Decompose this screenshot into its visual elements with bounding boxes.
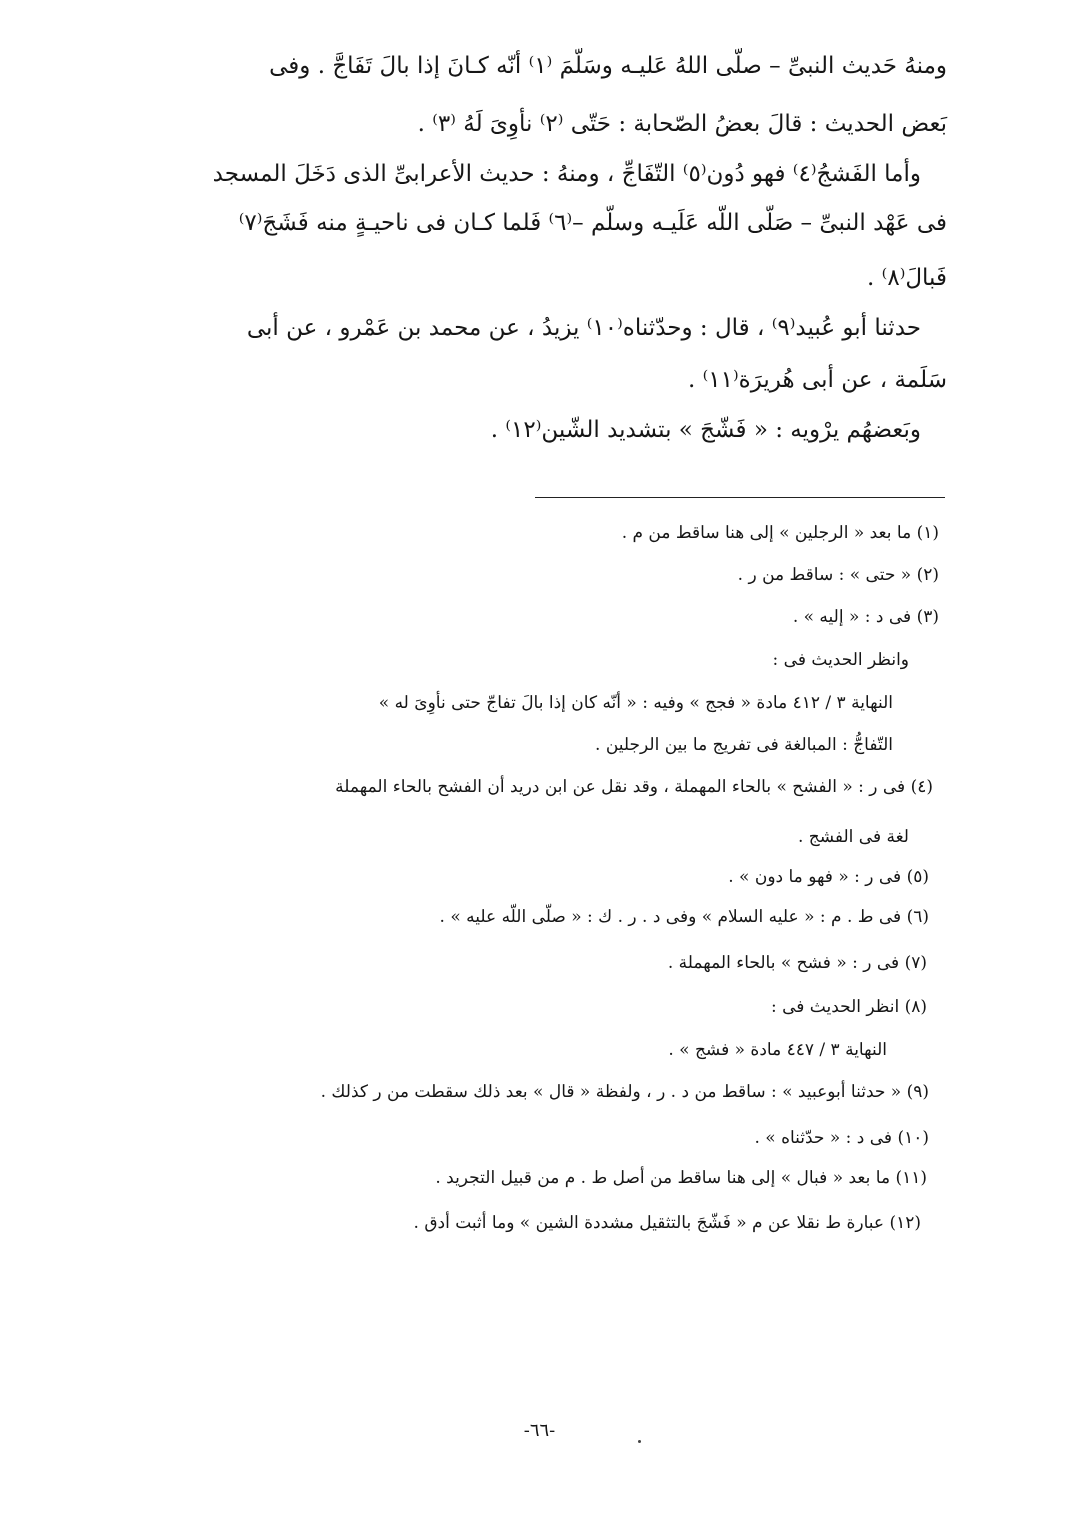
footnote: (٧) فى ر : « فشح » بالحاء المهملة . [667, 953, 927, 973]
footnote-continuation: التّفاجُّ : المبالغة فى تفريج ما بين الرجلين . [595, 735, 893, 755]
footnote: (٩) « حدثنا أبوعبيد » : ساقط من د . ر ، ولفظة « قال » بعد ذلك سقطت من ر كذلك . [320, 1082, 929, 1102]
footnote: (٨) انظر الحديث فى : [770, 997, 927, 1017]
footnote: (١٢) عبارة ط نقلا عن م « فَشّجَ بالتثقيل مشددة الشين » وما أثبت أدق . [413, 1213, 921, 1233]
footnote: (٢) « حتى » : ساقط من ر . [737, 565, 939, 585]
scan-speck [638, 1440, 641, 1443]
main-text-line: بَعض الحديث : قالَ بعضُ الصّحابة : حَتّى ⁽٢⁾ نأوِىَ لَهُ ⁽٣⁾ . [417, 111, 947, 137]
footnote-continuation: وانظر الحديث فى : [772, 650, 909, 670]
page-number: -٦٦- [523, 1420, 556, 1441]
footnote: (٤) فى ر : « الفشح » بالحاء المهملة ، وقد نقل عن ابن دريد أن الفشح بالحاء المهملة [335, 777, 933, 797]
footnote-continuation: النهاية ٣ / ٤٤٧ مادة « فشج » . [668, 1040, 887, 1060]
footnote-continuation: لغة فى الفشج . [797, 827, 909, 847]
footnote: (٦) فى ط . م : « عليه السلام » وفى د . ر . ك : « صلّى اللّه عليه » . [439, 907, 929, 927]
main-text-line: سَلَمة ، عن أبى هُريرَة⁽١١⁾ . [688, 367, 947, 393]
main-text-line: ومنهُ حَديث النبىِّ – صلّى اللهُ عَليـه وسَلّمَ ⁽١⁾ أنّه كـانَ إذا بالَ تَفَاجَّ . وفى [269, 53, 947, 79]
footnote-separator [535, 497, 945, 498]
footnote: (١٠) فى د : « حدّثناه » . [754, 1128, 929, 1148]
footnote-continuation: النهاية ٣ / ٤١٢ مادة « فجج » وفيه : « أنّه كان إذا بالَ تفاجّ حتى نأوِىَ له » [378, 693, 893, 713]
main-text-line: وبَعضهُم يرْويه : « فَشّجَ » بتشديد الشّين⁽١٢⁾ . [490, 417, 921, 443]
main-text-line: فَبالَ⁽٨⁾ . [867, 265, 947, 291]
footnote: (١) ما بعد « الرجلين » إلى هنا ساقط من م . [621, 523, 939, 543]
footnote: (١١) ما بعد « فبال » إلى هنا ساقط من أصل ط . م من قبيل التجريد . [435, 1168, 927, 1188]
main-text-line: فى عَهْد النبىِّ – صَلّى اللّه عَلَيـه وسلّم –⁽٦⁾ فَلما كـان فى ناحيـةٍ منه فَشَجَ⁽٧⁾ [238, 210, 947, 236]
footnote: (٣) فى د : « إليه » . [792, 607, 939, 627]
footnote: (٥) فى ر : « فهو ما دون » . [728, 867, 929, 887]
main-text-line: حدثنا أبو عُبيد⁽٩⁾ ، قال : وحدّثناه⁽١٠⁾ يزيدُ ، عن محمد بن عَمْرو ، عن أبى [246, 315, 921, 341]
main-text-line: وأما الفَشجُ⁽٤⁾ فهو دُون⁽٥⁾ التّفَاجِّ ، ومنهُ : حديث الأعرابىِّ الذى دَخَلَ المسجد [212, 161, 921, 187]
